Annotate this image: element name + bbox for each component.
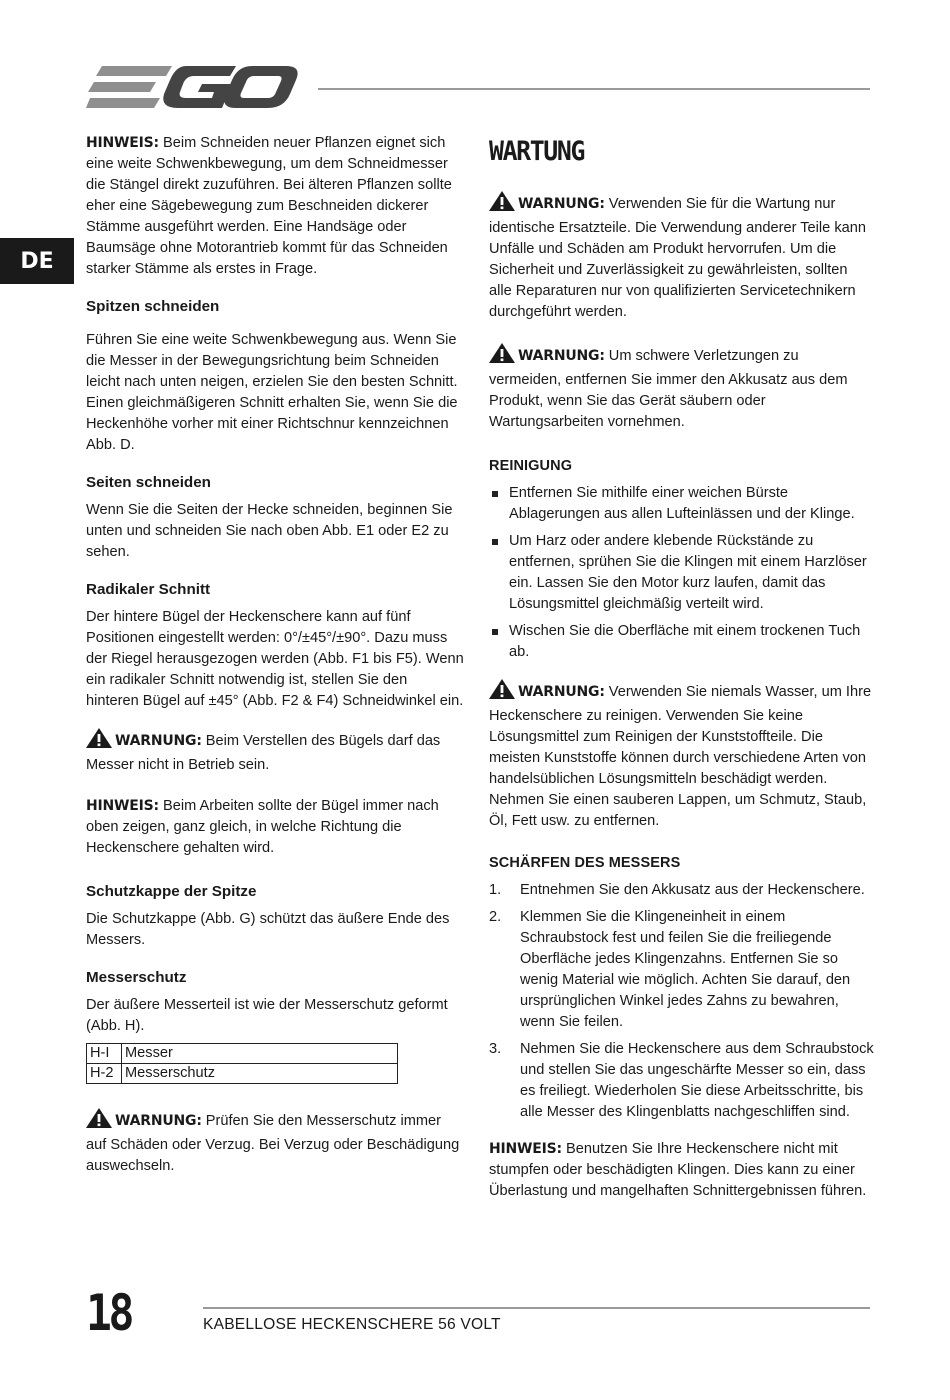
warning-paragraph: WARNUNG: Verwenden Sie für die Wartung nur identische Ersatzteile. Die Verwendung anderer Teile kann Unfälle und Schäden am Produkt hervorrufen. Um die Sicherheit und Zuverlässigkeit zu gewährleisten, sollten alle Reparaturen nur von qualifizierten Servicetechnikern durchgeführt werden. xyxy=(489,191,874,323)
part-name: Messerschutz xyxy=(122,1064,398,1084)
footer-title: KABELLOSE HECKENSCHERE 56 VOLT xyxy=(203,1316,501,1333)
list-item: Entfernen Sie mithilfe einer weichen Bürste Ablagerungen aus allen Lufteinlässen und der Klinge. xyxy=(489,483,874,525)
note-paragraph: HINWEIS: Beim Schneiden neuer Pflanzen eignet sich eine weite Schwenkbewegung, um dem Schneidmesser die Stängel direkt zuzuführen. Bei älteren Pflanzen sollte eher eine Sägebewegung zum Beschneiden dickerer Stämme ausgeführt werden. Eine Handsäge oder Baumsäge ohne Motorantrieb kommt für das Schneiden starker Stämme als erstes in Frage. xyxy=(86,135,452,277)
ego-logo xyxy=(86,62,298,117)
heading-messerschutz: Messerschutz xyxy=(86,969,187,986)
right-column xyxy=(489,133,874,1218)
heading-schaerfen: SCHÄRFEN DES MESSERS xyxy=(489,855,681,871)
warning-label: WARNUNG: xyxy=(518,348,605,364)
warning-label: WARNUNG: xyxy=(518,196,605,212)
list-item: 3. Nehmen Sie die Heckenschere aus dem Schraubstock und stellen Sie das ungeschärfte Messer so ein, dass es freiliegt. Wiederholen Sie diese Arbeitsschritte, bis alle Messer des Klingenblatts nachgeschliffen sind. xyxy=(489,1041,874,1120)
language-tab: DE xyxy=(0,238,74,284)
warning-triangle-icon xyxy=(86,1108,112,1135)
paragraph-spitzen: Führen Sie eine weite Schwenkbewegung aus. Wenn Sie die Messer in der Bewegungsrichtung beim Schneiden leicht nach unten neigen, erzielen Sie den besten Schnitt. Einen gleichmäßigeren Schnitt erhalten Sie, wenn Sie die Heckenhöhe vorher mit einer Richtschnur kennzeichnen Abb. D. xyxy=(86,332,458,453)
ego-logo-mark xyxy=(86,62,298,112)
warning-paragraph: WARNUNG: Um schwere Verletzungen zu vermeiden, entfernen Sie immer den Akkusatz aus dem Produkt, wenn Sie das Gerät säubern oder Wartungsarbeiten vornehmen. xyxy=(489,343,874,433)
heading-reinigung: REINIGUNG xyxy=(489,458,573,474)
paragraph-seiten: Wenn Sie die Seiten der Hecke schneiden, beginnen Sie unten und schneiden Sie nach oben Abb. E1 oder E2 zu sehen. xyxy=(86,502,453,560)
page-number: 18 xyxy=(86,1284,131,1342)
footer-rule xyxy=(203,1307,870,1309)
warning-label: WARNUNG: xyxy=(115,1113,202,1129)
warning-label: WARNUNG: xyxy=(518,684,605,700)
list-item: 1. Entnehmen Sie den Akkusatz aus der Heckenschere. xyxy=(489,882,865,898)
part-name: Messer xyxy=(122,1044,398,1064)
note-label: HINWEIS: xyxy=(489,1141,562,1157)
left-column xyxy=(86,133,464,1193)
part-code: H-2 xyxy=(87,1064,122,1084)
sharpening-steps xyxy=(489,880,874,1123)
list-item: Um Harz oder andere klebende Rückstände zu entfernen, sprühen Sie die Klingen mit einem Harzlöser ein. Lassen Sie den Motor kurz laufen, damit das Lösungsmittel gleichmäßig verteilt wird. xyxy=(489,531,874,615)
warning-label: WARNUNG: xyxy=(115,733,202,749)
list-item: 2. Klemmen Sie die Klingeneinheit in einem Schraubstock fest und feilen Sie die freiliegende Oberfläche jedes Klingenzahns. Entfernen Sie so wenig Material wie möglich. Achten Sie darauf, den ursprünglichen Winkel jedes Zahns zu bewahren, wenn Sie feilen. xyxy=(489,909,851,1030)
paragraph-schutzkappe: Die Schutzkappe (Abb. G) schützt das äußere Ende des Messers. xyxy=(86,911,450,948)
note-paragraph: HINWEIS: Benutzen Sie Ihre Heckenschere nicht mit stumpfen oder beschädigten Klingen. Dies kann zu einer Überlastung und mangelhaften Schnittergebnissen führen. xyxy=(489,1141,867,1199)
paragraph-radikal: Der hintere Bügel der Heckenschere kann auf fünf Positionen eingestellt werden: 0°/±45°/±90°. Dazu muss der Riegel herausgezogen werden (Abb. F1 bis F5). Wenn ein radikaler Schnitt notwendig ist, stellen Sie den hinteren Bügel auf ±45° (Abb. F2 & F4) Schneidwinkel ein. xyxy=(86,609,464,709)
cleaning-list xyxy=(489,483,874,663)
list-item: Wischen Sie die Oberfläche mit einem trockenen Tuch ab. xyxy=(489,621,874,663)
table-row xyxy=(87,1064,398,1084)
note-label: HINWEIS: xyxy=(86,798,159,814)
header-rule xyxy=(318,88,870,90)
warning-paragraph: WARNUNG: Prüfen Sie den Messerschutz immer auf Schäden oder Verzug. Bei Verzug oder Beschädigung auswechseln. xyxy=(86,1108,464,1177)
warning-triangle-icon xyxy=(489,191,515,218)
warning-paragraph: WARNUNG: Beim Verstellen des Bügels darf das Messer nicht in Betrieb sein. xyxy=(86,728,464,776)
part-code: H-I xyxy=(87,1044,122,1064)
paragraph-messerschutz: Der äußere Messerteil ist wie der Messerschutz geformt (Abb. H). xyxy=(86,997,448,1034)
note-paragraph: HINWEIS: Beim Arbeiten sollte der Bügel immer nach oben zeigen, ganz gleich, in welche Richtung die Heckenschere gehalten wird. xyxy=(86,798,439,856)
heading-radikal: Radikaler Schnitt xyxy=(86,581,211,598)
note-label: HINWEIS: xyxy=(86,135,159,151)
warning-triangle-icon xyxy=(489,343,515,370)
table-row xyxy=(87,1044,398,1064)
warning-triangle-icon xyxy=(489,679,515,706)
heading-seiten: Seiten schneiden xyxy=(86,474,211,491)
parts-table xyxy=(86,1043,398,1084)
heading-schutzkappe: Schutzkappe der Spitze xyxy=(86,883,257,900)
warning-paragraph: WARNUNG: Verwenden Sie niemals Wasser, um Ihre Heckenschere zu reinigen. Verwenden Sie keine Lösungsmittel zum Reinigen der Kunststoffteile. Die meisten Kunststoffe können durch verschiedene Arten von handelsüblichen Lösungsmitteln beschädigt werden. Nehmen Sie einen sauberen Lappen, um Schmutz, Staub, Öl, Fett usw. zu entfernen. xyxy=(489,679,874,832)
warning-triangle-icon xyxy=(86,728,112,755)
section-title: WARTUNG xyxy=(489,136,585,167)
heading-spitzen: Spitzen schneiden xyxy=(86,298,220,315)
